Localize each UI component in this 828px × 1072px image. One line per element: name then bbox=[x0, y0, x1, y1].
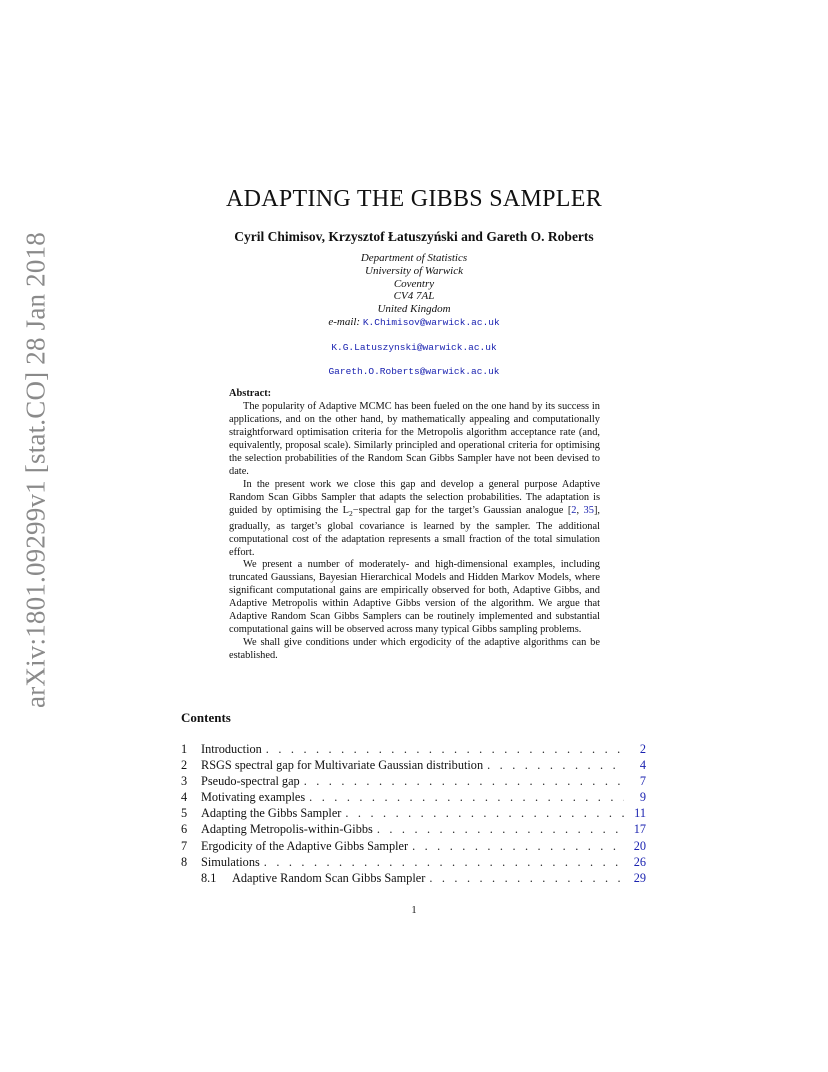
toc-title: Adaptive Random Scan Gibbs Sampler bbox=[232, 870, 426, 885]
affiliation-postcode: CV4 7AL bbox=[393, 290, 435, 303]
paper-title: ADAPTING THE GIBBS SAMPLER bbox=[225, 186, 603, 212]
toc-page-link[interactable]: 29 bbox=[633, 870, 646, 885]
toc-entry-introduction[interactable] bbox=[181, 742, 646, 758]
email-line-3 bbox=[0, 366, 828, 377]
toc-entry-pseudo-spectral-gap[interactable] bbox=[181, 774, 646, 790]
toc-title: RSGS spectral gap for Multivariate Gaussian distribution bbox=[201, 758, 484, 773]
abstract-p2-text-c: ], gradually, as target’s global covariance is learned by the sampler. The additional computational cost of the adaptation represents a small fraction of the total simulation effort. bbox=[229, 504, 600, 558]
email-label: e-mail: bbox=[328, 315, 361, 328]
toc-title: Ergodicity of the Adaptive Gibbs Sampler bbox=[201, 838, 409, 853]
email-link-roberts[interactable]: Gareth.O.Roberts@warwick.ac.uk bbox=[328, 366, 500, 377]
arxiv-sidebar bbox=[6, 150, 66, 790]
email-line-2 bbox=[0, 342, 828, 353]
toc-entry-adapting-mwg[interactable] bbox=[181, 822, 646, 838]
toc-number: 3 bbox=[181, 774, 188, 789]
toc-leader-dots bbox=[345, 806, 624, 821]
affiliation-department: Department of Statistics bbox=[360, 252, 468, 264]
toc-title: Pseudo-spectral gap bbox=[201, 774, 300, 789]
abstract-paragraph-1: The popularity of Adaptive MCMC has been fueled on the one hand by its success in applications, and on the other hand, by mathematically appealing and computationally straightforward optimisation criteria for the Metropolis algorithm acceptance rate (and, equivalently, proposal scale). Similarly principled and operational criteria for optimising the selection probabilities of the Random Scan Gibbs Sampler have not been devised to date. bbox=[229, 400, 600, 477]
toc-number: 5 bbox=[181, 806, 188, 821]
toc-page-link[interactable]: 26 bbox=[633, 854, 646, 869]
citation-link-35[interactable]: 35 bbox=[583, 504, 594, 516]
affiliation-country: United Kingdom bbox=[377, 303, 451, 316]
toc-page-link[interactable]: 7 bbox=[639, 774, 646, 789]
abstract-p2-text-a: In the present work we close this gap and develop a general purpose Adaptive Random Scan Gibbs Sampler that adapts the selection probabilities. The adaptation is guided by optimising the L bbox=[229, 478, 600, 516]
toc-entry-simulations[interactable] bbox=[181, 855, 646, 871]
toc-title: Adapting the Gibbs Sampler bbox=[201, 806, 342, 821]
toc-page-link[interactable]: 2 bbox=[639, 742, 646, 756]
abstract-paragraph-3: We present a number of moderately- and high-dimensional examples, including truncated Gaussians, Bayesian Hierarchical Models and Hidden Markov Models, where significant computational gains are empirically observed for both, Adaptive Gibbs, and Adaptive Metropolis within Adaptive Gibbs version of the algorithm. We argue that Adaptive Random Scan Gibbs Samplers can be routinely implemented and substantial computational gains will be observed across many typical Gibbs sampling problems. bbox=[229, 559, 600, 636]
abstract-p2-sep: , bbox=[576, 504, 584, 516]
toc-leader-dots bbox=[377, 822, 624, 837]
toc-entry-rsgs-spectral-gap[interactable] bbox=[181, 758, 646, 774]
abstract-p2-subscript: 2 bbox=[348, 508, 353, 518]
toc-leader-dots bbox=[264, 855, 624, 870]
toc-number: 4 bbox=[181, 790, 188, 805]
toc-number: 2 bbox=[181, 758, 188, 773]
toc-title: Simulations bbox=[201, 854, 260, 869]
abstract-p2-text-b: −spectral gap for the target’s Gaussian analogue [ bbox=[352, 504, 572, 516]
toc-number: 8 bbox=[181, 854, 188, 869]
toc-entry-adapting-gibbs[interactable] bbox=[181, 806, 646, 822]
toc-entry-adaptive-rsgs[interactable] bbox=[181, 871, 646, 887]
abstract-paragraph-4: We shall give conditions under which ergodicity of the adaptive algorithms can be established. bbox=[229, 637, 600, 662]
toc-page-link[interactable]: 11 bbox=[634, 806, 646, 821]
toc-leader-dots bbox=[412, 839, 624, 854]
page-number: 1 bbox=[411, 905, 417, 916]
toc-title: Motivating examples bbox=[201, 790, 306, 805]
toc-page-link[interactable]: 9 bbox=[639, 790, 646, 805]
toc-number: 1 bbox=[181, 742, 188, 756]
affiliation-university: University of Warwick bbox=[365, 264, 463, 277]
arxiv-identifier: arXiv:1801.09299v1 [stat.CO] 28 Jan 2018 bbox=[20, 232, 51, 708]
abstract-label: Abstract: bbox=[229, 388, 272, 399]
toc-leader-dots bbox=[304, 774, 624, 789]
toc-leader-dots bbox=[429, 871, 624, 886]
email-line-1 bbox=[0, 316, 828, 330]
toc-page-link[interactable]: 4 bbox=[639, 758, 646, 773]
paper-authors: Cyril Chimisov, Krzysztof Łatuszyński and Gareth O. Roberts bbox=[234, 229, 594, 244]
toc-title: Adapting Metropolis-within-Gibbs bbox=[201, 822, 373, 837]
toc-number: 8.1 bbox=[201, 870, 217, 885]
toc-leader-dots bbox=[266, 742, 624, 757]
contents-heading: Contents bbox=[181, 710, 231, 725]
toc-leader-dots bbox=[487, 758, 624, 773]
toc-title: Introduction bbox=[201, 742, 262, 756]
toc-page-link[interactable]: 20 bbox=[633, 838, 646, 853]
affiliation-block bbox=[0, 252, 828, 330]
table-of-contents bbox=[181, 742, 646, 887]
toc-leader-dots bbox=[309, 790, 624, 805]
toc-entry-ergodicity[interactable] bbox=[181, 839, 646, 855]
abstract bbox=[229, 388, 600, 663]
toc-page-link[interactable]: 17 bbox=[633, 822, 646, 837]
affiliation-city: Coventry bbox=[393, 277, 435, 290]
email-link-chimisov[interactable]: K.Chimisov@warwick.ac.uk bbox=[362, 316, 500, 328]
citation-link-2[interactable]: 2 bbox=[571, 504, 577, 516]
abstract-paragraph-2 bbox=[229, 479, 600, 560]
toc-entry-motivating-examples[interactable] bbox=[181, 790, 646, 806]
email-link-latuszynski[interactable]: K.G.Latuszynski@warwick.ac.uk bbox=[331, 342, 497, 353]
toc-number: 6 bbox=[181, 822, 188, 837]
toc-number: 7 bbox=[181, 838, 188, 853]
